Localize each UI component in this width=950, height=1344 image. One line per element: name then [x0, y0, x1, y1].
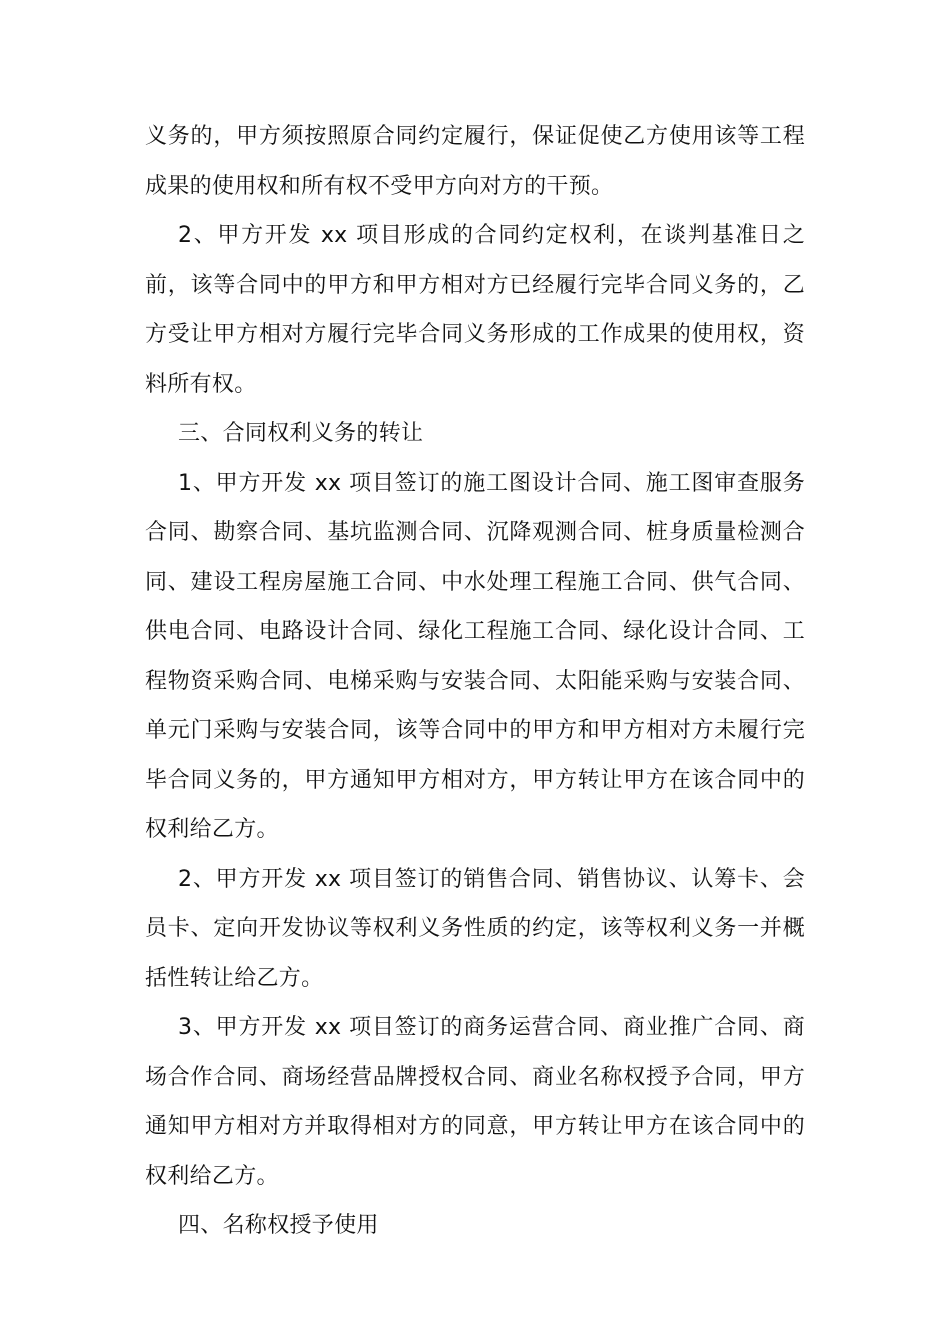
section-heading-4: 四、名称权授予使用: [178, 1213, 379, 1238]
section-heading-3: 三、合同权利义务的转让: [178, 421, 424, 446]
document-body: [145, 112, 805, 1251]
paragraph-clause-2: 2、甲方开发 xx 项目形成的合同约定权利，在谈判基准日之前，该等合同中的甲方和甲方相对方已经履行完毕合同义务的，乙方受让甲方相对方履行完毕合同义务形成的工作成果的使用权，资料所有权。: [145, 223, 805, 397]
paragraph-clause-3-2: 2、甲方开发 xx 项目签订的销售合同、销售协议、认筹卡、会员卡、定向开发协议等权利义务性质的约定，该等权利义务一并概括性转让给乙方。: [145, 866, 805, 991]
paragraph-continuation: 义务的，甲方须按照原合同约定履行，保证促使乙方使用该等工程成果的使用权和所有权不受甲方向对方的干预。: [145, 124, 805, 199]
paragraph-clause-3-3: 3、甲方开发 xx 项目签订的商务运营合同、商业推广合同、商场合作合同、商场经营品牌授权合同、商业名称权授予合同，甲方通知甲方相对方并取得相对方的同意，甲方转让甲方在该合同中的权利给乙方。: [145, 1015, 805, 1189]
paragraph-clause-3-1: 1、甲方开发 xx 项目签订的施工图设计合同、施工图审查服务合同、勘察合同、基坑监测合同、沉降观测合同、桩身质量检测合同、建设工程房屋施工合同、中水处理工程施工合同、供气合同、供电合同、电路设计合同、绿化工程施工合同、绿化设计合同、工程物资采购合同、电梯采购与安装合同、太阳能采购与安装合同、单元门采购与安装合同，该等合同中的甲方和甲方相对方未履行完毕合同义务的，甲方通知甲方相对方，甲方转让甲方在该合同中的权利给乙方。: [145, 470, 805, 842]
